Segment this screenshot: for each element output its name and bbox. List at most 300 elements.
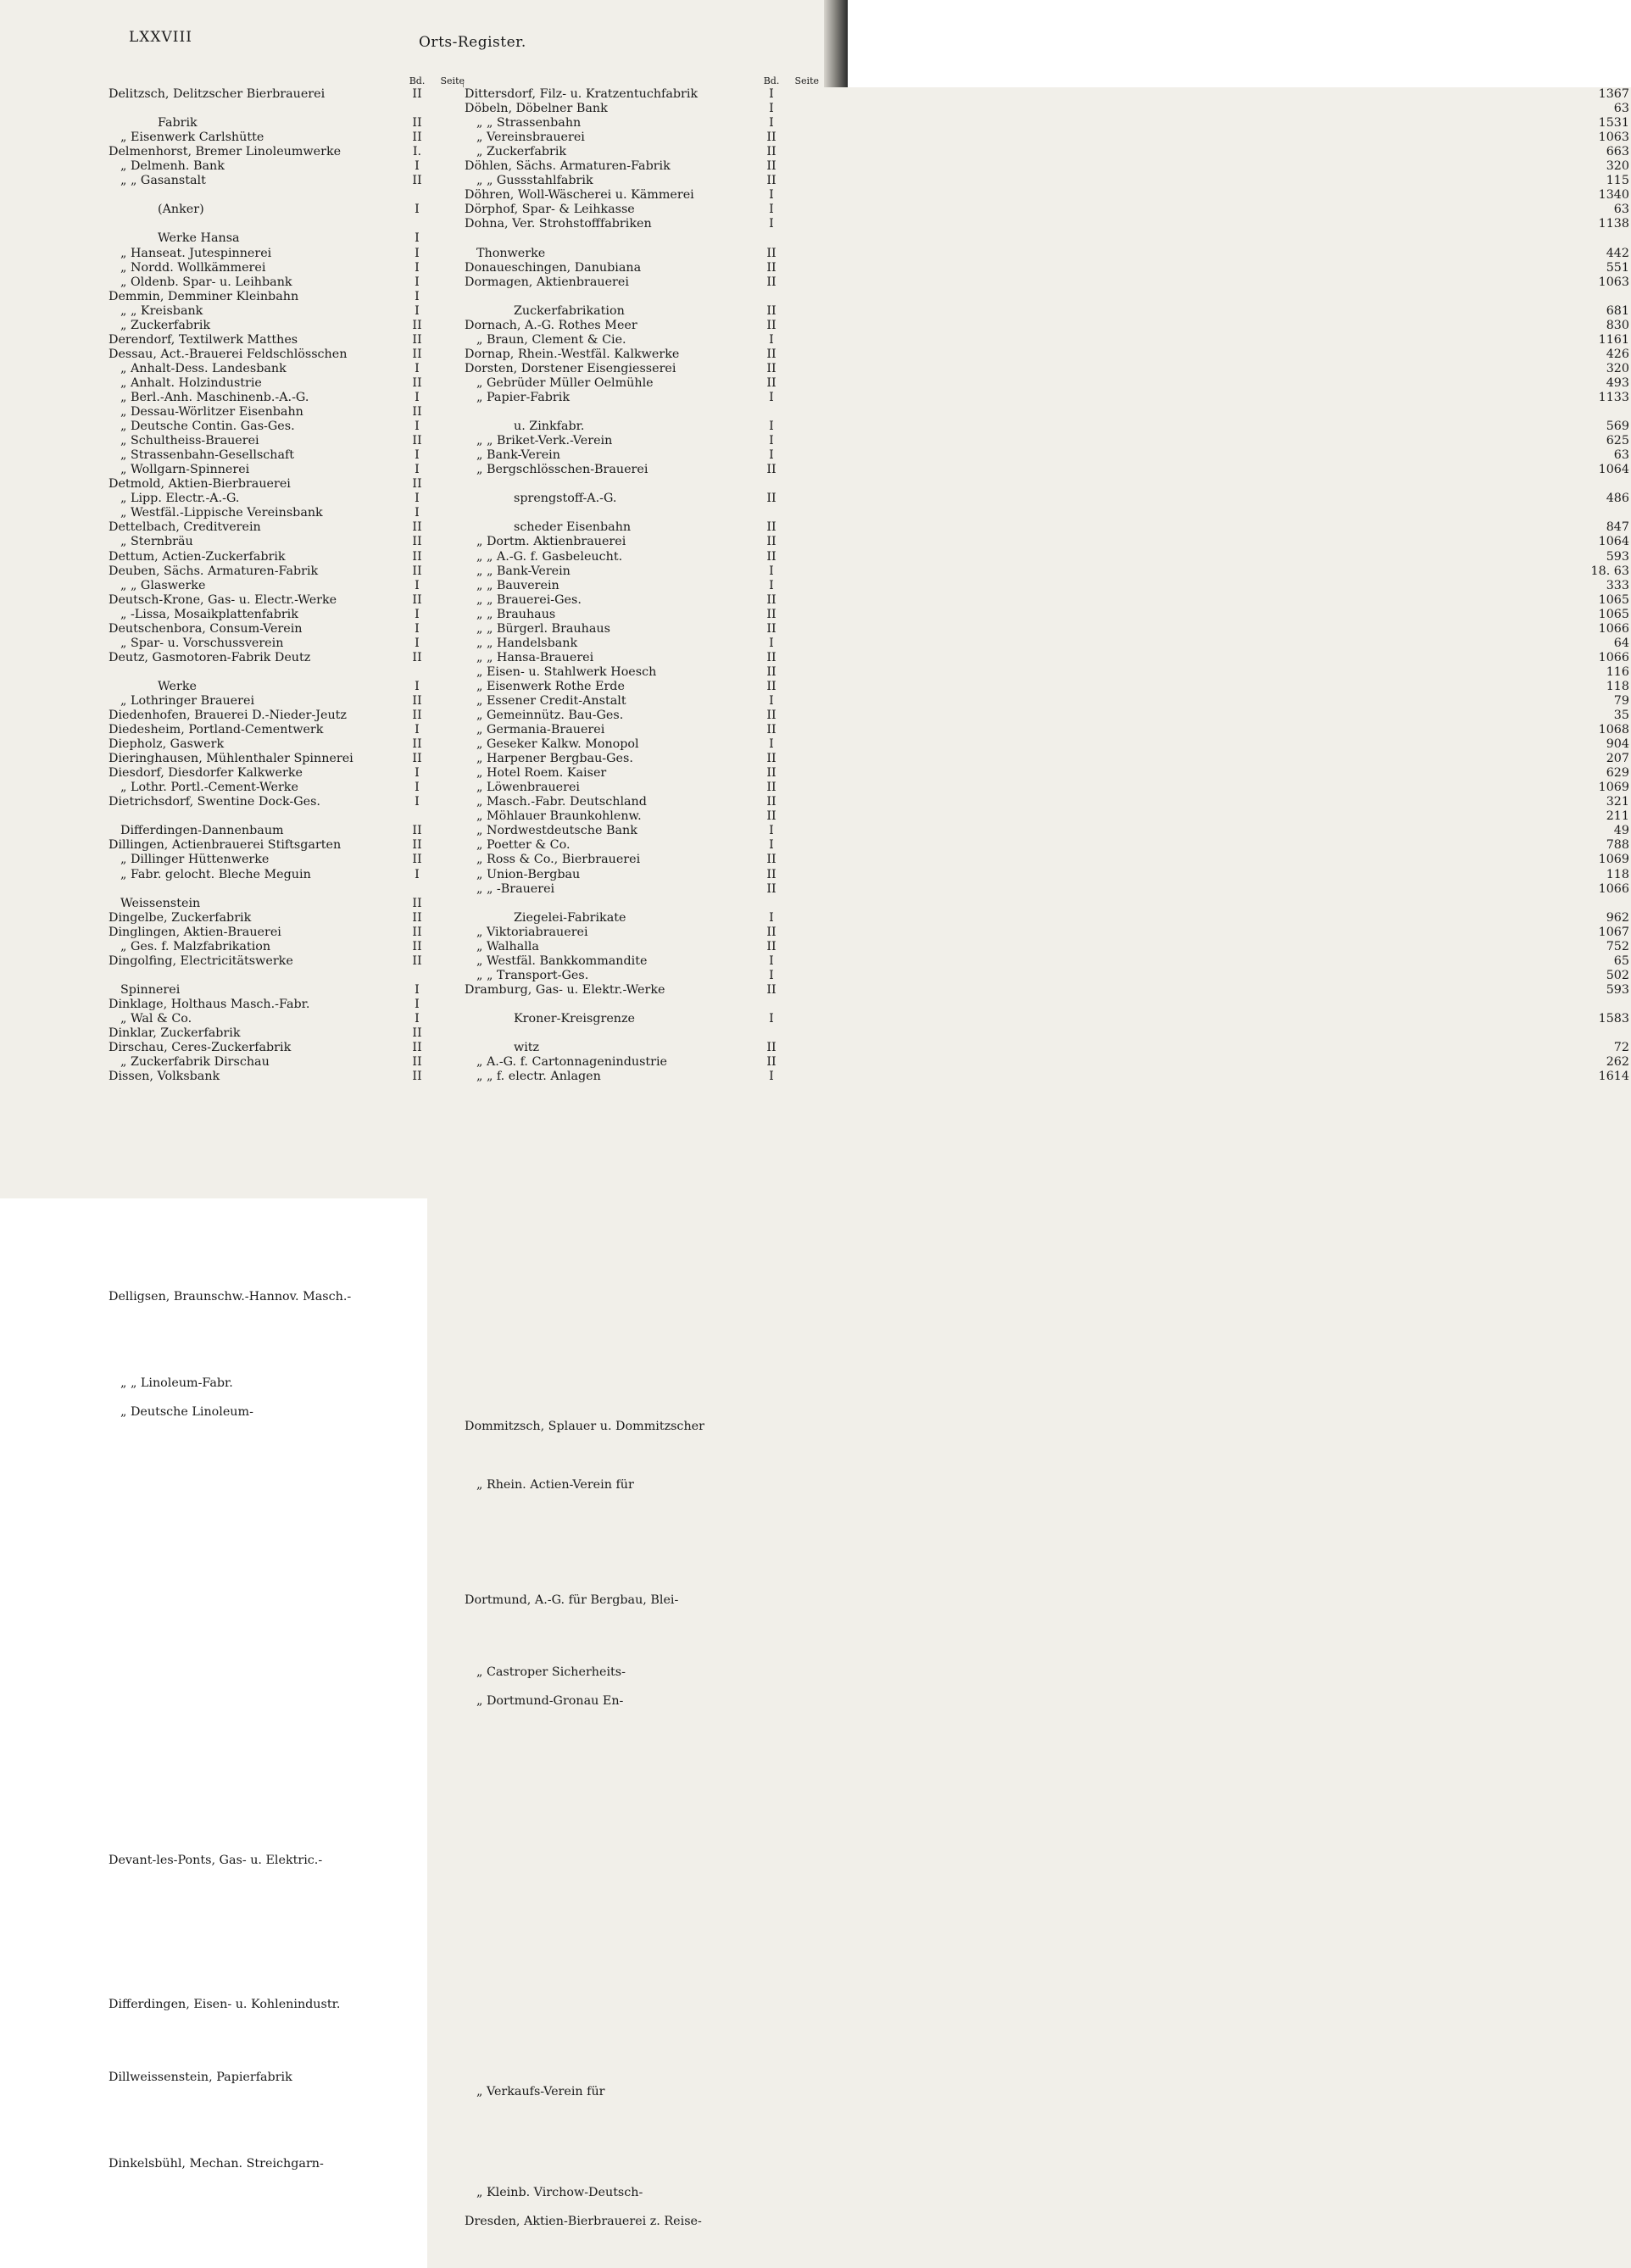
entry-name: „ „ Linoleum-Fabr. xyxy=(120,1376,233,1391)
entry-volume: II xyxy=(766,592,777,607)
register-entry xyxy=(109,405,465,420)
register-entry xyxy=(465,636,1629,651)
entry-name: Kroner-Kreisgrenze xyxy=(514,1012,635,1026)
register-entry xyxy=(465,737,1629,752)
entry-page: 752 xyxy=(782,940,1631,2138)
entry-volume: II xyxy=(412,910,422,925)
entry-name: „ Dortm. Aktienbrauerei xyxy=(476,535,626,549)
entry-volume: II xyxy=(766,492,777,506)
entry-name: „ Ross & Co., Bierbrauerei xyxy=(476,853,641,867)
entry-volume: I xyxy=(769,434,774,448)
register-entry xyxy=(465,318,1629,333)
entry-volume: I xyxy=(415,463,420,477)
register-entry xyxy=(109,868,465,882)
entry-volume: II xyxy=(766,260,777,275)
entry-page: 551 xyxy=(782,261,1631,1459)
left-entry-list xyxy=(109,87,465,2171)
register-entry xyxy=(109,608,465,622)
register-entry xyxy=(109,116,465,131)
entry-name: „ Anhalt. Holzindustrie xyxy=(120,375,262,390)
entry-name: Dillingen, Actienbrauerei Stiftsgarten xyxy=(109,838,342,853)
entry-page: 625 xyxy=(782,434,1631,1632)
entry-name: Deutsch-Krone, Gas- u. Electr.-Werke xyxy=(109,592,337,607)
entry-volume: I xyxy=(415,303,420,318)
entry-page: 1340 xyxy=(782,188,1631,1387)
register-entry xyxy=(465,607,1629,622)
entry-name: „ Castroper Sicherheits- xyxy=(476,1665,626,1680)
entry-volume: I xyxy=(769,116,774,131)
entry-name: Diedenhofen, Brauerei D.-Nieder-Jeutz xyxy=(109,709,347,723)
register-entry xyxy=(465,621,1629,636)
entry-page: 1367 xyxy=(782,87,1631,1286)
entry-volume: II xyxy=(412,1070,422,1084)
page-header: Seite xyxy=(440,75,465,86)
register-entry xyxy=(465,838,1629,853)
entry-name: „ Rhein. Actien-Verein für xyxy=(476,1477,634,1492)
register-entry xyxy=(109,998,465,1012)
entry-name: „ Lothringer Brauerei xyxy=(120,693,255,708)
entry-name: „ Union-Bergbau xyxy=(476,867,581,881)
entry-name: „ Harpener Bergbau-Ges. xyxy=(476,752,633,766)
entry-name: „ Papier-Fabrik xyxy=(476,390,570,404)
entry-page: 1614 xyxy=(782,1070,1631,2268)
entry-volume: II xyxy=(412,520,422,535)
page-header: Seite xyxy=(794,75,819,86)
volume-header: Bd. xyxy=(763,75,780,86)
entry-name: „ Gebrüder Müller Oelmühle xyxy=(476,375,654,390)
register-entry xyxy=(109,1070,465,1084)
entry-volume: I xyxy=(415,289,420,303)
entry-name: „ Fabr. gelocht. Bleche Meguin xyxy=(120,867,311,881)
entry-page: 830 xyxy=(782,319,1631,1517)
entry-volume: I xyxy=(415,607,420,621)
entry-name: „ „ Bürgerl. Brauhaus xyxy=(476,621,610,636)
register-entry xyxy=(109,694,465,709)
entry-name: „ „ A.-G. f. Gasbeleucht. xyxy=(476,549,623,564)
entry-page: 788 xyxy=(782,838,1631,2037)
entry-volume: II xyxy=(766,1041,777,1055)
register-entry xyxy=(465,434,1629,448)
register-entry xyxy=(465,390,1629,405)
entry-page: 1064 xyxy=(782,463,1631,1661)
entry-name: Delmenhorst, Bremer Linoleumwerke xyxy=(109,145,342,159)
entry-name: Zuckerfabrikation xyxy=(514,303,625,318)
entry-volume: II xyxy=(412,1041,422,1055)
entry-name: „ -Lissa, Mosaikplattenfabrik xyxy=(120,607,298,621)
entry-volume: I xyxy=(415,982,420,997)
entry-page: 118 xyxy=(782,868,1631,2066)
entry-name: „ Spar- u. Vorschussverein xyxy=(120,636,284,650)
entry-volume: I xyxy=(769,203,774,217)
entry-page: 1066 xyxy=(782,651,1631,1849)
entry-name: „ Wal & Co. xyxy=(120,1012,192,1026)
entry-name: Deutschenbora, Consum-Verein xyxy=(109,621,303,636)
entry-volume: II xyxy=(766,520,777,535)
entry-name: Dinkelsbühl, Mechan. Streichgarn- xyxy=(109,2156,324,2171)
register-entry xyxy=(109,766,465,781)
register-entry xyxy=(465,463,1629,477)
entry-volume: II xyxy=(412,925,422,939)
register-entry xyxy=(465,867,1629,882)
entry-name: Dettum, Actien-Zuckerfabrik xyxy=(109,549,286,564)
register-entry xyxy=(109,838,465,853)
entry-page: 629 xyxy=(782,766,1631,1965)
entry-name: „ Westfäl. Bankkommandite xyxy=(476,953,648,968)
entry-name: Demmin, Demminer Kleinbahn xyxy=(109,289,299,303)
entry-volume: II xyxy=(412,405,422,420)
register-entry xyxy=(465,939,1629,954)
entry-volume: II xyxy=(412,87,422,101)
entry-name: „ „ Gussstahlfabrik xyxy=(476,174,593,188)
page-number: LXXVIII xyxy=(129,29,192,46)
entry-name: Werke Hansa xyxy=(158,231,240,246)
entry-page: 1066 xyxy=(782,882,1631,2081)
entry-volume: I xyxy=(415,203,420,217)
register-entry xyxy=(465,953,1629,969)
register-entry xyxy=(109,333,465,347)
entry-name: „ Eisenwerk Carlshütte xyxy=(120,131,264,145)
register-entry xyxy=(109,680,465,694)
register-entry xyxy=(109,448,465,463)
entry-volume: II xyxy=(766,159,777,174)
entry-name: Donaueschingen, Danubiana xyxy=(465,260,642,275)
register-entry xyxy=(109,940,465,954)
entry-page: 1531 xyxy=(782,116,1631,1315)
entry-volume: I xyxy=(415,420,420,434)
entry-volume: II xyxy=(412,853,422,867)
entry-name: „ Berl.-Anh. Maschinenb.-A.-G. xyxy=(120,390,309,404)
entry-volume: I xyxy=(415,159,420,174)
register-entry xyxy=(109,593,465,608)
entry-volume: I xyxy=(769,420,774,434)
register-entry xyxy=(109,492,465,506)
entry-volume: II xyxy=(766,925,777,939)
register-entry xyxy=(109,420,465,434)
register-entry xyxy=(109,304,465,319)
entry-name: „ „ -Brauerei xyxy=(476,881,555,896)
entry-name: Dortmund, A.-G. für Bergbau, Blei- xyxy=(465,1593,679,1608)
entry-volume: II xyxy=(766,549,777,564)
entry-page: 79 xyxy=(782,694,1631,1893)
entry-volume: I xyxy=(769,448,774,463)
entry-name: Devant-les-Ponts, Gas- u. Elektric.- xyxy=(109,1853,323,1867)
entry-page: 63 xyxy=(782,448,1631,1647)
entry-volume: I xyxy=(415,766,420,781)
entry-volume: II xyxy=(766,303,777,318)
entry-name: Werke xyxy=(158,679,197,693)
entry-volume: II xyxy=(766,318,777,332)
register-entry xyxy=(465,982,1629,998)
register-entry xyxy=(109,752,465,766)
register-entry xyxy=(465,159,1629,174)
entry-volume: II xyxy=(766,375,777,390)
register-entry xyxy=(109,347,465,362)
right-column xyxy=(465,75,1629,2229)
register-entry xyxy=(465,535,1629,549)
entry-volume: II xyxy=(412,650,422,664)
entry-name: „ Braun, Clement & Cie. xyxy=(476,332,626,347)
register-entry xyxy=(109,911,465,926)
register-entry xyxy=(465,145,1629,159)
entry-name: „ „ Brauhaus xyxy=(476,607,556,621)
entry-name: Differdingen-Dannenbaum xyxy=(120,824,284,838)
entry-name: „ Schultheiss-Brauerei xyxy=(120,434,259,448)
entry-page: 1068 xyxy=(782,723,1631,1921)
entry-volume: I xyxy=(769,838,774,853)
register-entry xyxy=(465,824,1629,838)
entry-name: „ „ f. electr. Anlagen xyxy=(476,1070,601,1084)
register-entry xyxy=(109,391,465,405)
entry-name: „ Vereinsbrauerei xyxy=(476,131,585,145)
entry-name: Dietrichsdorf, Swentine Dock-Ges. xyxy=(109,795,320,809)
entry-name: „ Hotel Roem. Kaiser xyxy=(476,766,607,781)
entry-volume: I xyxy=(769,636,774,650)
entry-name: Dingolfing, Electricitätswerke xyxy=(109,953,293,968)
entry-page: 321 xyxy=(782,795,1631,1993)
register-entry xyxy=(109,709,465,723)
register-entry xyxy=(109,1041,465,1055)
register-entry xyxy=(109,520,465,535)
register-entry xyxy=(109,362,465,376)
entry-volume: II xyxy=(412,953,422,968)
register-entry xyxy=(465,174,1629,188)
entry-volume: II xyxy=(412,318,422,332)
entry-volume: II xyxy=(766,795,777,809)
entry-name: „ Lothr. Portl.-Cement-Werke xyxy=(120,781,298,795)
entry-page: 64 xyxy=(782,636,1631,1835)
register-entry xyxy=(465,375,1629,391)
entry-volume: II xyxy=(412,693,422,708)
entry-volume: II xyxy=(766,174,777,188)
register-entry xyxy=(109,636,465,651)
entry-volume: I xyxy=(769,578,774,592)
entry-volume: II xyxy=(766,781,777,795)
register-entry xyxy=(465,1012,1629,1026)
entry-name: scheder Eisenbahn xyxy=(514,520,632,535)
register-entry xyxy=(109,319,465,333)
entry-name: „ Kleinb. Virchow-Deutsch- xyxy=(476,2185,643,2199)
entry-volume: I xyxy=(769,87,774,101)
entry-name: „ Deutsche Linoleum- xyxy=(120,1405,253,1420)
entry-volume: II xyxy=(766,679,777,693)
entry-volume: II xyxy=(412,752,422,766)
entry-page: 1063 xyxy=(782,131,1631,1329)
register-entry xyxy=(109,231,465,246)
entry-volume: II xyxy=(766,607,777,621)
entry-name: „ Eisen- u. Stahlwerk Hoesch xyxy=(476,664,657,679)
entry-name: „ Hanseat. Jutespinnerei xyxy=(120,246,272,260)
register-entry xyxy=(465,492,1629,506)
entry-page: 115 xyxy=(782,174,1631,1372)
register-entry xyxy=(465,968,1629,983)
register-entry xyxy=(465,1055,1629,1070)
entry-name: „ A.-G. f. Cartonnagenindustrie xyxy=(476,1055,668,1070)
register-entry xyxy=(109,247,465,261)
entry-name: „ Masch.-Fabr. Deutschland xyxy=(476,795,647,809)
entry-name: Ziegelei-Fabrikate xyxy=(514,910,626,925)
register-entry xyxy=(465,188,1629,203)
entry-volume: I xyxy=(415,1012,420,1026)
entry-volume: I xyxy=(415,492,420,506)
entry-name: Dinklar, Zuckerfabrik xyxy=(109,1026,241,1041)
register-entry xyxy=(109,824,465,838)
entry-page: 847 xyxy=(782,520,1631,1719)
entry-volume: II xyxy=(766,709,777,723)
entry-volume: I xyxy=(769,953,774,968)
left-column-header xyxy=(109,75,465,87)
entry-name: Delitzsch, Delitzscher Bierbrauerei xyxy=(109,87,326,101)
register-entry xyxy=(109,651,465,665)
entry-name: „ „ Hansa-Brauerei xyxy=(476,650,594,664)
entry-name: Diedesheim, Portland-Cementwerk xyxy=(109,723,324,737)
entry-name: „ Löwenbrauerei xyxy=(476,781,581,795)
entry-volume: II xyxy=(412,1026,422,1041)
entry-volume: I xyxy=(769,693,774,708)
entry-volume: II xyxy=(766,982,777,997)
entry-name: Dohna, Ver. Strohstofffabriken xyxy=(465,217,652,231)
entry-page: 1066 xyxy=(782,622,1631,1821)
entry-name: sprengstoff-A.-G. xyxy=(514,492,617,506)
entry-name: „ Ges. f. Malzfabrikation xyxy=(120,939,271,953)
entry-page: 118 xyxy=(782,680,1631,1878)
register-entry xyxy=(465,881,1629,897)
register-entry xyxy=(465,664,1629,680)
entry-volume: II xyxy=(766,535,777,549)
register-entry xyxy=(109,795,465,809)
entry-name: Dirschau, Ceres-Zuckerfabrik xyxy=(109,1041,292,1055)
register-entry xyxy=(465,116,1629,131)
entry-name: Dillweissenstein, Papierfabrik xyxy=(109,2070,292,2084)
entry-page: 65 xyxy=(782,954,1631,2153)
entry-volume: I xyxy=(415,231,420,246)
entry-page: 502 xyxy=(782,969,1631,2167)
entry-page: 320 xyxy=(782,159,1631,1358)
entry-name: „ „ Bank-Verein xyxy=(476,564,571,578)
entry-name: Dramburg, Gas- u. Elektr.-Werke xyxy=(465,982,665,997)
entry-name: „ „ Handelsbank xyxy=(476,636,578,650)
entry-volume: II xyxy=(412,838,422,853)
entry-name: Weissenstein xyxy=(120,896,201,910)
entry-volume: II xyxy=(766,664,777,679)
register-entry xyxy=(465,87,1629,102)
entry-volume: II xyxy=(412,131,422,145)
register-entry xyxy=(109,781,465,795)
entry-name: „ „ Glaswerke xyxy=(120,578,206,592)
entry-volume: II xyxy=(412,332,422,347)
entry-name: „ Walhalla xyxy=(476,939,539,953)
register-entry xyxy=(109,463,465,477)
entry-page: 426 xyxy=(782,347,1631,1546)
entry-volume: II xyxy=(766,145,777,159)
entry-name: Differdingen, Eisen- u. Kohlenindustr. xyxy=(109,1998,341,2012)
entry-page: 320 xyxy=(782,362,1631,1560)
entry-name: „ Delmenh. Bank xyxy=(120,159,225,174)
entry-volume: I xyxy=(769,217,774,231)
entry-page: 962 xyxy=(782,911,1631,2110)
entry-volume: I xyxy=(415,506,420,520)
entry-volume: II xyxy=(412,477,422,492)
entry-name: Deuben, Sächs. Armaturen-Fabrik xyxy=(109,564,319,578)
entry-volume: I xyxy=(769,737,774,752)
entry-name: „ Bergschlösschen-Brauerei xyxy=(476,463,649,477)
entry-volume: II xyxy=(766,766,777,781)
register-entry xyxy=(465,693,1629,709)
entry-page: 663 xyxy=(782,145,1631,1343)
register-entry xyxy=(109,275,465,290)
register-entry xyxy=(109,622,465,636)
entry-volume: I xyxy=(415,867,420,881)
running-title: Orts-Register. xyxy=(419,34,526,51)
entry-page: 1138 xyxy=(782,217,1631,1415)
register-entry xyxy=(109,1026,465,1041)
entry-volume: II xyxy=(766,723,777,737)
entry-volume: I. xyxy=(412,145,422,159)
entry-name: Dingelbe, Zuckerfabrik xyxy=(109,910,252,925)
entry-name: Dresden, Aktien-Bierbrauerei z. Reise- xyxy=(465,2215,702,2229)
entry-volume: I xyxy=(769,1070,774,1084)
entry-volume: II xyxy=(412,737,422,752)
entry-name: Dormagen, Aktienbrauerei xyxy=(465,275,629,289)
register-entry xyxy=(465,795,1629,809)
register-entry xyxy=(109,1012,465,1026)
register-entry xyxy=(109,723,465,737)
entry-page: 1067 xyxy=(782,926,1631,2124)
entry-name: Dornach, A.-G. Rothes Meer xyxy=(465,318,637,332)
entry-name: „ Geseker Kalkw. Monopol xyxy=(476,737,639,752)
entry-name: Dornap, Rhein.-Westfäl. Kalkwerke xyxy=(465,347,680,361)
entry-name: Thonwerke xyxy=(476,246,546,260)
entry-page: 593 xyxy=(782,983,1631,2182)
entry-name: Diepholz, Gaswerk xyxy=(109,737,225,752)
entry-name: „ Anhalt-Dess. Landesbank xyxy=(120,361,287,375)
entry-name: „ Möhlauer Braunkohlenw. xyxy=(476,809,642,824)
register-entry xyxy=(465,448,1629,463)
register-entry xyxy=(109,506,465,520)
register-entry xyxy=(465,925,1629,940)
register-entry xyxy=(465,549,1629,564)
register-entry xyxy=(109,737,465,752)
entry-volume: II xyxy=(766,853,777,867)
entry-name: Dommitzsch, Splauer u. Dommitzscher xyxy=(465,1420,704,1434)
register-entry xyxy=(109,203,465,217)
entry-volume: II xyxy=(412,564,422,578)
entry-page: 63 xyxy=(782,102,1631,1300)
entry-name: (Anker) xyxy=(158,203,204,217)
register-entry xyxy=(109,376,465,391)
register-entry xyxy=(465,781,1629,795)
entry-name: „ Lipp. Electr.-A.-G. xyxy=(120,492,240,506)
entry-volume: I xyxy=(769,564,774,578)
entry-volume: I xyxy=(415,636,420,650)
entry-name: „ Oldenb. Spar- u. Leihbank xyxy=(120,275,292,289)
register-entry xyxy=(109,897,465,911)
entry-volume: I xyxy=(769,102,774,116)
register-entry xyxy=(109,550,465,564)
entry-name: „ „ Bauverein xyxy=(476,578,559,592)
register-entry xyxy=(465,752,1629,766)
entry-page: 262 xyxy=(782,1055,1631,2254)
entry-volume: I xyxy=(769,188,774,203)
entry-page: 207 xyxy=(782,752,1631,1950)
entry-volume: I xyxy=(769,332,774,347)
register-entry xyxy=(465,246,1629,261)
entry-page: 1065 xyxy=(782,608,1631,1806)
entry-name: „ Poetter & Co. xyxy=(476,838,571,853)
register-entry xyxy=(465,910,1629,926)
entry-name: „ „ Kreisbank xyxy=(120,303,203,318)
entry-page: 904 xyxy=(782,737,1631,1936)
register-entry xyxy=(465,203,1629,217)
